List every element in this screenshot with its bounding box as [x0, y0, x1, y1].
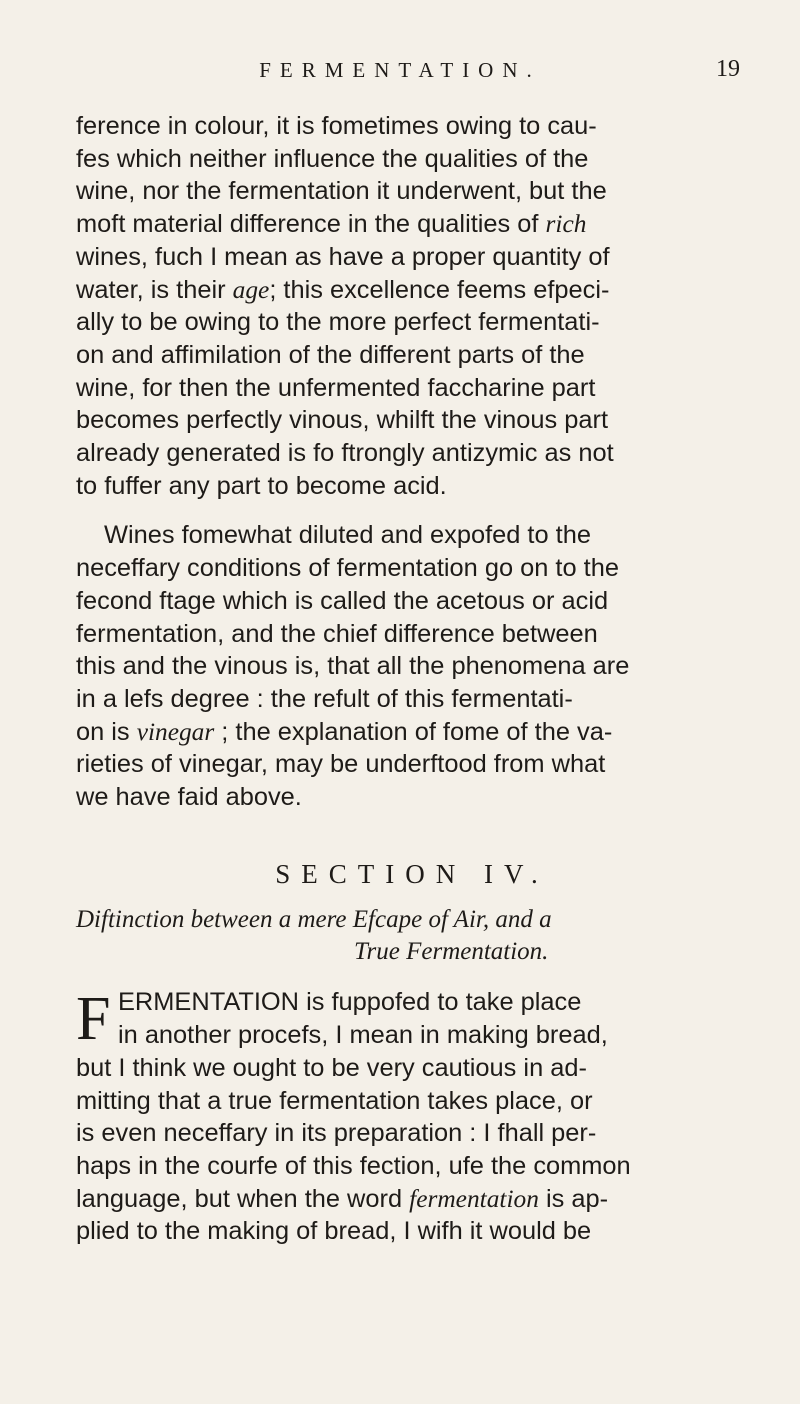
text-line: ERMENTATION is fuppofed to take place: [118, 988, 582, 1017]
italic-word: vinegar: [136, 717, 215, 746]
italic-word: age: [232, 275, 270, 304]
italic-word: fermentation: [409, 1184, 539, 1213]
text-line: ally to be owing to the more perfect fermentati-: [76, 308, 600, 337]
text-line: wine, for then the unfermented faccharine part: [76, 373, 596, 402]
section-title: [76, 904, 748, 968]
text-line: rieties of vinegar, may be underftood from what: [76, 750, 606, 779]
paragraph-3: [76, 986, 748, 1248]
text-line: fermentation, and the chief difference between: [76, 619, 598, 648]
text-line: haps in the courfe of this fection, ufe the common: [76, 1151, 631, 1180]
text-line: fes which neither influence the qualities of the: [76, 144, 589, 173]
text-line: plied to the making of bread, I wifh it would be: [76, 1217, 592, 1246]
text-line: mitting that a true fermentation takes place, or: [76, 1086, 593, 1115]
text-line: neceffary conditions of fermentation go on to the: [76, 554, 619, 583]
text-line: but I think we ought to be very cautious in ad-: [76, 1053, 587, 1082]
italic-word: rich: [545, 210, 587, 239]
text-line: wines, fuch I mean as have a proper quantity of: [76, 242, 610, 271]
paragraph-1: [76, 110, 748, 502]
text-line: moft material difference in the qualities of rich: [76, 210, 587, 239]
paragraph-2: [76, 519, 748, 813]
text-line: we have faid above.: [76, 783, 302, 812]
section-title-line: True Fermentation.: [354, 938, 549, 966]
text-line: this and the vinous is, that all the phenomena are: [76, 652, 630, 681]
text-line: to fuffer any part to become acid.: [76, 471, 447, 500]
text-line: becomes perfectly vinous, whilft the vinous part: [76, 406, 609, 435]
text-line: Wines fomewhat diluted and expofed to the: [104, 521, 591, 550]
text-line: wine, nor the fermentation it underwent, but the: [76, 177, 607, 206]
page-body: [76, 110, 748, 1248]
text-line: already generated is fo ftrongly antizymic as not: [76, 439, 614, 468]
section-title-line: Diftinction between a mere Efcape of Air, and a: [76, 906, 552, 934]
text-line: water, is their age; this excellence feems efpeci-: [76, 275, 610, 304]
text-line: fecond ftage which is called the acetous or acid: [76, 586, 609, 615]
text-line: in a lefs degree : the refult of this fermentati-: [76, 684, 573, 713]
section-heading: SECTION IV.: [275, 858, 549, 889]
text-line: is even neceffary in its preparation : I fhall per-: [76, 1119, 597, 1148]
text-line: on and affimilation of the different parts of the: [76, 340, 585, 369]
page-number: 19: [716, 56, 740, 82]
text-line: language, but when the word fermentation is ap-: [76, 1184, 609, 1213]
running-head: FERMENTATION.: [259, 58, 541, 82]
text-line: on is vinegar ; the explanation of fome of the va-: [76, 717, 613, 746]
text-line: ference in colour, it is fometimes owing to cau-: [76, 112, 597, 140]
drop-cap: F: [76, 985, 111, 1054]
text-line: in another procefs, I mean in making bread,: [118, 1021, 608, 1050]
